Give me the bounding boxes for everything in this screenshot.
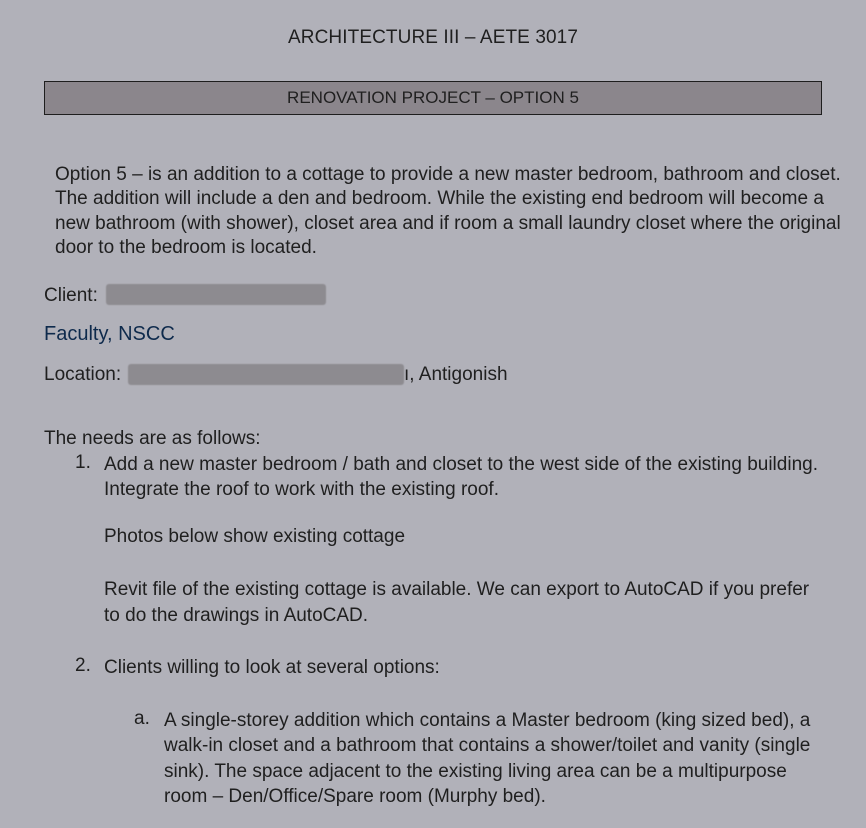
client-faculty: Faculty, NSCC (44, 323, 175, 345)
list-item-text: Clients willing to look at several options: (104, 657, 440, 678)
project-banner (44, 81, 822, 115)
banner-title: RENOVATION PROJECT – OPTION 5 (287, 88, 579, 107)
intro-paragraph: Option 5 – is an addition to a cottage to provide a new master bedroom, bathroom and closet. The addition will include a den and bedroom. While the existing end bedroom will become a new bathroom (with shower), closet area and if room a small laundry closet where the original door to the bedroom is located. (55, 164, 841, 258)
list-item-text: Add a new master bedroom / bath and closet to the west side of the existing building. Integrate the roof to work with the existing roof. (104, 454, 818, 500)
client-redaction (106, 284, 326, 305)
sublist-item-text: A single-storey addition which contains a Master bedroom (king sized bed), a walk-in closet and a bathroom that contains a shower/toilet and vanity (single sink). The space adjacent to the existing living area can be a multipurpose room – Den/Office/Spare room (Murphy bed). (164, 710, 811, 807)
location-label: Location: (44, 364, 122, 385)
location-redaction (128, 364, 404, 385)
client-label: Client: (44, 285, 98, 306)
list-number: 2. (75, 655, 91, 676)
course-title: ARCHITECTURE III – AETE 3017 (288, 27, 578, 48)
sublist-letter: a. (134, 708, 150, 729)
location-suffix: ı, Antigonish (404, 364, 508, 385)
list-item-paragraph: Photos below show existing cottage (104, 526, 406, 547)
list-item-paragraph: Revit file of the existing cottage is available. We can export to AutoCAD if you prefer to do the drawings in AutoCAD. (104, 579, 810, 626)
needs-heading: The needs are as follows: (44, 428, 261, 449)
list-number: 1. (75, 452, 91, 473)
